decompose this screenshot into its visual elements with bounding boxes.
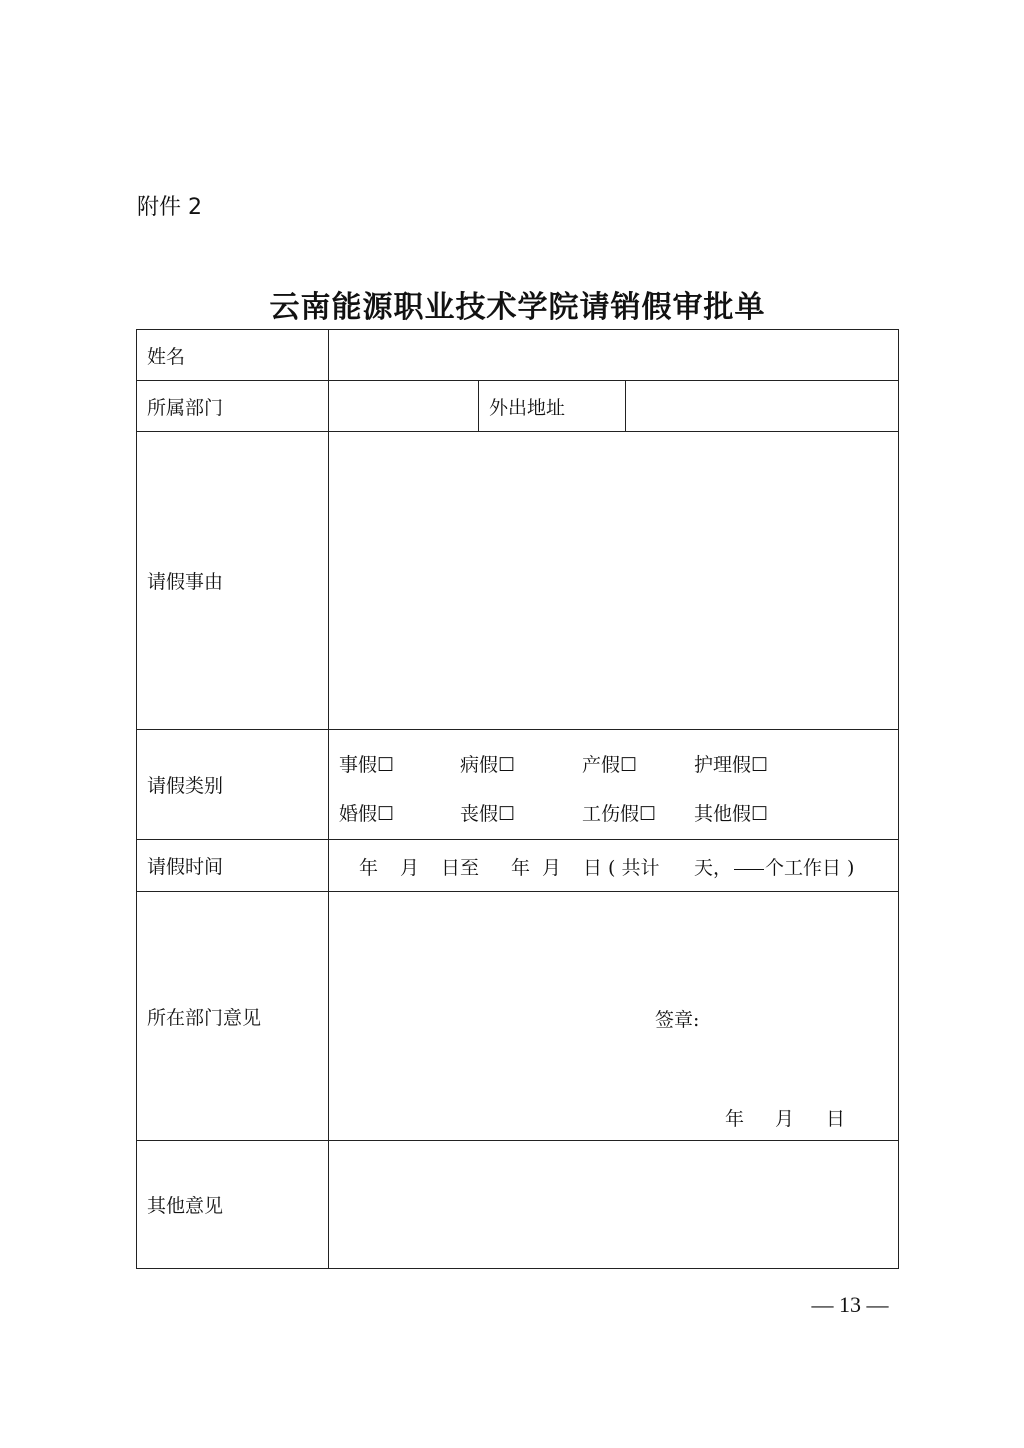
attachment-label: 附件 2 [137,195,202,220]
type-label: 请假类别 [137,730,329,840]
leave-type-sick[interactable]: 病假☐ [460,753,516,776]
address-field[interactable] [626,381,899,432]
time-days: 天， [694,857,733,879]
other-opinion-label: 其他意见 [137,1141,329,1269]
leave-type-marriage[interactable]: 婚假☐ [339,802,395,825]
time-field[interactable] [329,840,899,892]
name-field[interactable] [329,330,899,381]
time-row [137,840,899,892]
name-row [137,330,899,381]
other-opinion-field[interactable] [329,1141,899,1269]
reason-field[interactable] [329,432,899,730]
reason-label: 请假事由 [137,432,329,730]
dept-opinion-row [137,892,899,1141]
form-title: 云南能源职业技术学院请销假审批单 [269,290,766,325]
signature-label: 签章: [655,1009,700,1031]
type-row [137,730,899,840]
page-number: — 13 — [811,1292,889,1317]
name-label: 姓名 [137,330,329,381]
time-year-2: 年 [511,857,531,879]
dept-row [137,381,899,432]
leave-type-maternity[interactable]: 产假☐ [582,753,638,776]
time-month-2: 月 [542,857,562,879]
leave-approval-form [136,329,899,1269]
time-day-1: 日至 [441,857,480,879]
leave-type-personal[interactable]: 事假☐ [339,753,395,776]
dept-opinion-label: 所在部门意见 [137,892,329,1141]
time-day-2: 日 ( 共计 [583,857,660,879]
time-workdays: 个工作日 ) [765,857,855,879]
time-month-1: 月 [400,857,420,879]
dept-label: 所属部门 [137,381,329,432]
leave-type-injury[interactable]: 工伤假☐ [582,802,657,825]
time-label: 请假时间 [137,840,329,892]
leave-type-bereavement[interactable]: 丧假☐ [460,802,516,825]
opinion-day: 日 [826,1108,846,1130]
leave-type-options [329,730,899,840]
dept-field[interactable] [329,381,479,432]
workdays-blank[interactable] [734,853,764,875]
address-label: 外出地址 [479,381,626,432]
other-opinion-row [137,1141,899,1269]
opinion-year: 年 [725,1108,745,1130]
reason-row [137,432,899,730]
time-year-1: 年 [359,857,379,879]
dept-opinion-field[interactable] [329,892,899,1141]
leave-type-other[interactable]: 其他假☐ [694,802,769,825]
opinion-month: 月 [775,1108,795,1130]
leave-type-nursing[interactable]: 护理假☐ [694,753,769,776]
